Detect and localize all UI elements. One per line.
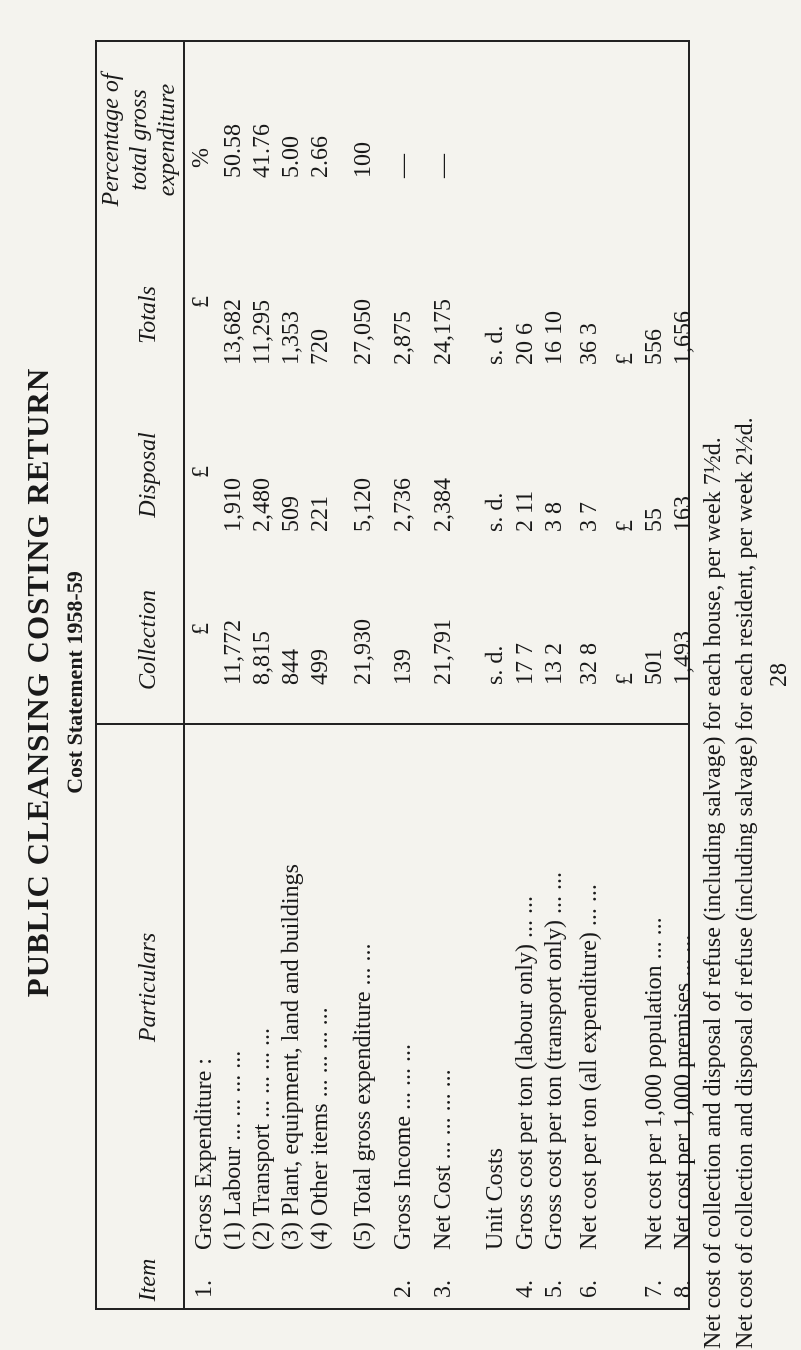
- page-title: PUBLIC CLEANSING COSTING RETURN: [20, 367, 55, 998]
- cell-totals: s. d.: [482, 325, 508, 365]
- cell-disposal: 5,120: [350, 478, 376, 532]
- header-totals: Totals: [135, 286, 161, 344]
- cell-disposal: 2 11: [512, 490, 538, 532]
- cell-disposal: 55: [641, 508, 667, 532]
- header-collection: Collection: [135, 590, 161, 690]
- cell-item: 5.: [541, 1280, 567, 1298]
- cell-percentage: 41.76: [249, 124, 275, 178]
- cell-disposal: 509: [278, 496, 304, 532]
- cell-disposal: £: [612, 520, 638, 532]
- header-item: Item: [135, 1258, 161, 1302]
- cell-totals: 24,175: [430, 299, 456, 365]
- cell-collection: s. d.: [482, 645, 508, 685]
- cell-collection: 499: [307, 649, 333, 685]
- cell-item: 4.: [512, 1280, 538, 1298]
- cell-collection: 13 2: [541, 643, 567, 685]
- cell-disposal: 3 8: [541, 502, 567, 532]
- cell-disposal: 2,384: [430, 478, 456, 532]
- page-number: 28: [766, 663, 792, 687]
- cell-particulars: Net cost per 1,000 population ... ...: [641, 917, 667, 1250]
- column-divider: [95, 40, 690, 42]
- header-disposal: Disposal: [135, 432, 161, 518]
- unit-collection: £: [188, 623, 214, 635]
- cell-particulars: Net Cost ... ... ... ...: [430, 1069, 456, 1250]
- cell-disposal: 3 7: [576, 502, 602, 532]
- cell-disposal: 2,736: [390, 478, 416, 532]
- footnote: Net cost of collection and disposal of refuse (including salvage) for each resident, per week 2½d.: [732, 417, 758, 1349]
- cell-totals: 556: [641, 329, 667, 365]
- cell-totals: 1,353: [278, 311, 304, 365]
- cell-percentage: 100: [350, 142, 376, 178]
- cell-collection: 21,791: [430, 619, 456, 685]
- cell-item: 7.: [641, 1280, 667, 1298]
- cell-disposal: 1,910: [220, 478, 246, 532]
- page-subtitle: Cost Statement 1958-59: [62, 571, 87, 794]
- cell-totals: £: [612, 353, 638, 365]
- cell-particulars: Net cost per ton (all expenditure) ... ...: [576, 884, 602, 1250]
- cell-particulars: Net cost per 1,000 premises ... ...: [670, 934, 696, 1250]
- cell-collection: £: [612, 673, 638, 685]
- cell-collection: 139: [390, 649, 416, 685]
- cell-item: 6.: [576, 1280, 602, 1298]
- cell-item: 8.: [670, 1280, 696, 1298]
- cell-totals: 16 10: [541, 311, 567, 365]
- cell-totals: 11,295: [249, 299, 275, 365]
- unit-disposal: £: [188, 466, 214, 478]
- cell-collection: 32 8: [576, 643, 602, 685]
- cell-disposal: 2,480: [249, 478, 275, 532]
- cell-item: 2.: [390, 1280, 416, 1298]
- cell-particulars: Gross Expenditure :: [191, 1058, 217, 1250]
- cell-particulars: (3) Plant, equipment, land and buildings: [278, 864, 304, 1250]
- cell-totals: 27,050: [350, 299, 376, 365]
- cell-disposal: 221: [307, 496, 333, 532]
- cell-particulars: (2) Transport ... ... ... ...: [249, 1027, 275, 1250]
- unit-percentage: %: [188, 148, 214, 168]
- cell-particulars: (5) Total gross expenditure ... ...: [350, 943, 376, 1250]
- cell-totals: 1,656: [670, 311, 696, 365]
- cell-collection: 17 7: [512, 643, 538, 685]
- cell-item: 3.: [430, 1280, 456, 1298]
- cell-collection: 21,930: [350, 619, 376, 685]
- cell-collection: 8,815: [249, 631, 275, 685]
- cell-particulars: Gross Income ... ... ...: [390, 1044, 416, 1250]
- header-particulars: Particulars: [135, 932, 161, 1043]
- cell-collection: 844: [278, 649, 304, 685]
- footnote: Net cost of collection and disposal of refuse (including salvage) for each house, per week 7½d.: [700, 437, 726, 1349]
- header-divider: [183, 40, 185, 1310]
- cell-percentage: 5.00: [278, 136, 304, 178]
- cell-percentage: 50.58: [220, 124, 246, 178]
- cell-particulars: (1) Labour ... ... ... ...: [220, 1050, 246, 1250]
- cell-disposal: s. d.: [482, 492, 508, 532]
- header-percentage-line1: Percentage of: [98, 73, 124, 207]
- unit-totals: £: [188, 296, 214, 308]
- column-divider: [95, 723, 690, 725]
- cell-collection: 1,493: [670, 631, 696, 685]
- cell-disposal: 163: [670, 496, 696, 532]
- cell-particulars: (4) Other items ... ... ... ...: [307, 1007, 333, 1250]
- cell-totals: 720: [307, 329, 333, 365]
- cell-totals: 13,682: [220, 299, 246, 365]
- cell-totals: 20 6: [512, 323, 538, 365]
- cell-totals: 36 3: [576, 323, 602, 365]
- cell-percentage: —: [430, 154, 456, 178]
- cell-collection: 11,772: [220, 619, 246, 685]
- cell-totals: 2,875: [390, 311, 416, 365]
- header-percentage-line2: total gross: [126, 89, 152, 191]
- cell-particulars: Gross cost per ton (labour only) ... ...: [512, 896, 538, 1250]
- cell-particulars: Gross cost per ton (transport only) ... ...: [541, 872, 567, 1250]
- cell-percentage: 2.66: [307, 136, 333, 178]
- cell-percentage: —: [390, 154, 416, 178]
- cell-particulars: Unit Costs: [482, 1147, 508, 1250]
- cell-item: 1.: [191, 1280, 217, 1298]
- header-percentage-line3: expenditure: [154, 83, 180, 197]
- cell-collection: 501: [641, 649, 667, 685]
